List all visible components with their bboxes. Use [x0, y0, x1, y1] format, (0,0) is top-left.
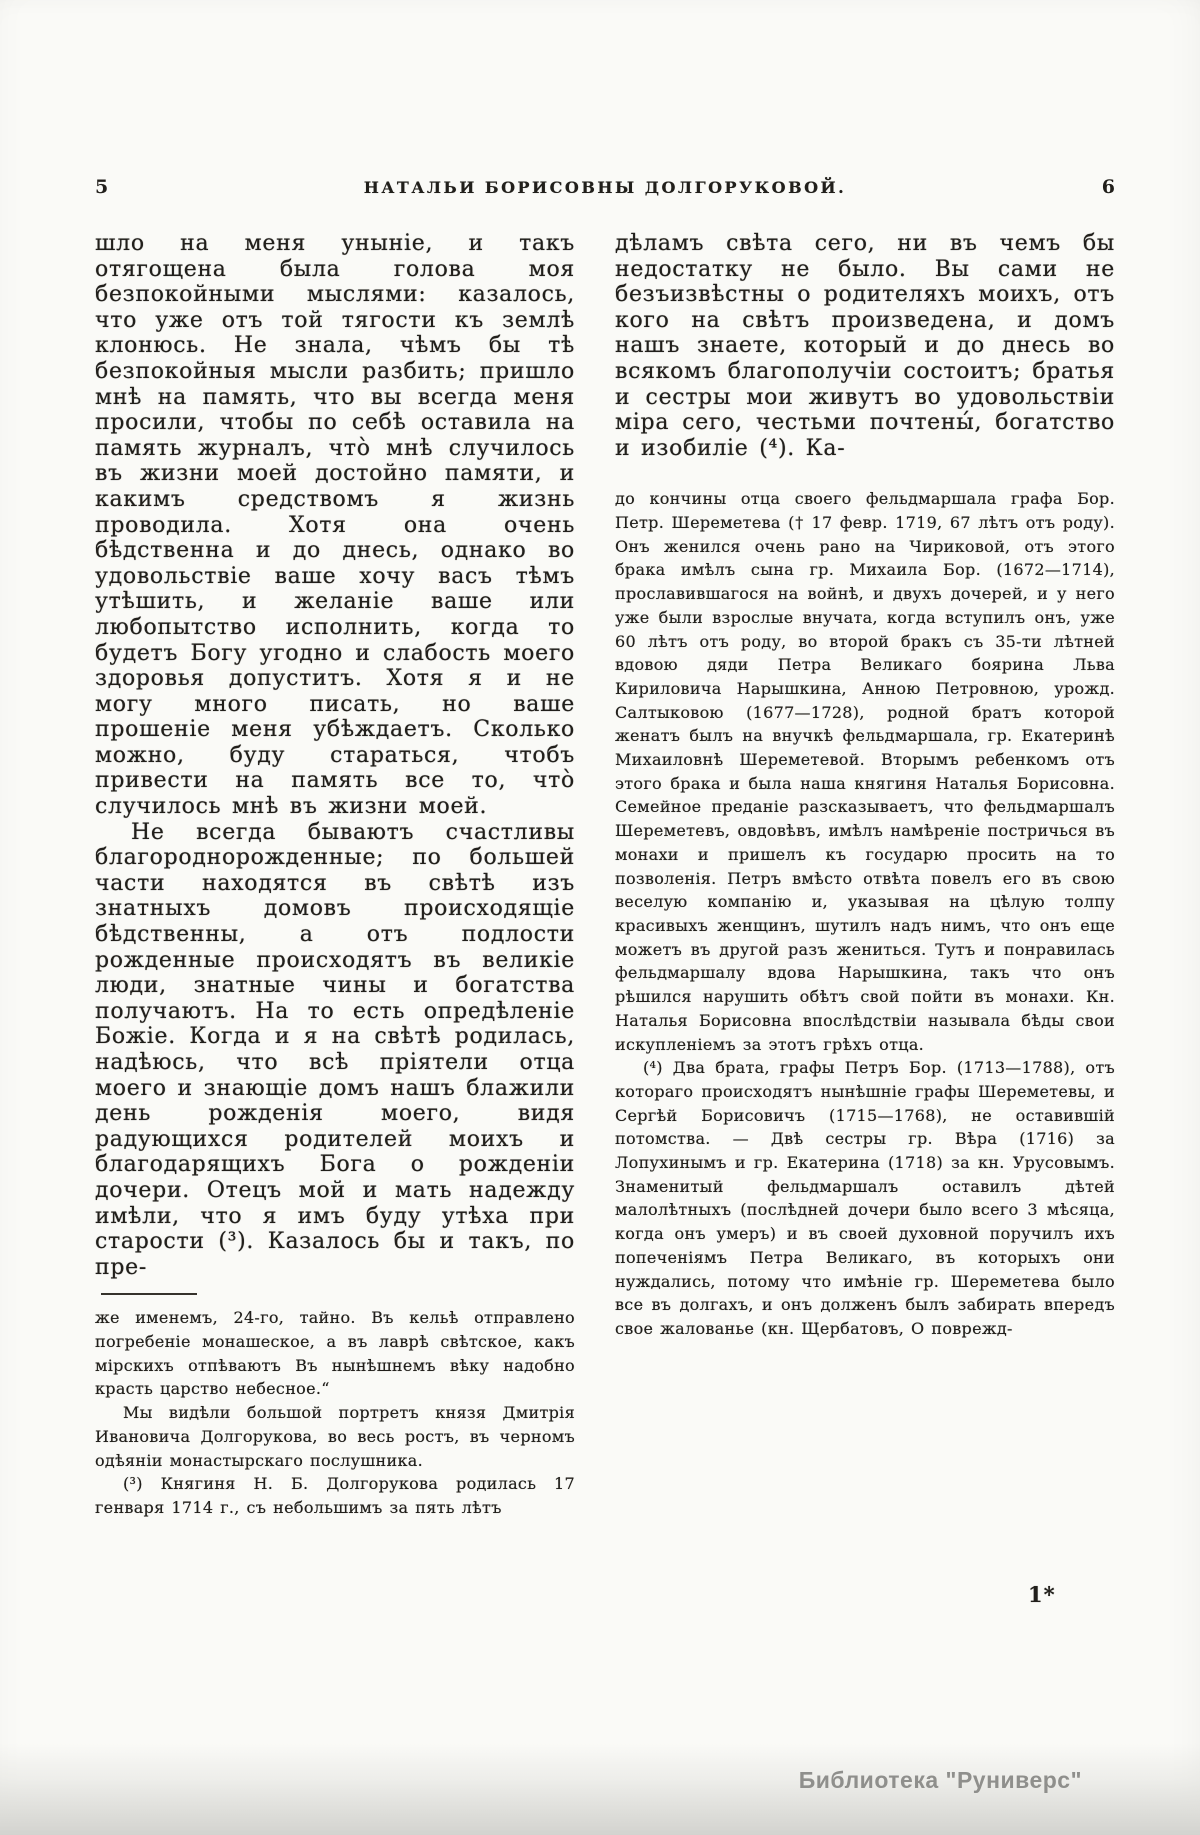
page-header — [95, 176, 1115, 198]
body-paragraph: дѣламъ свѣта сего, ни въ чемъ бы недостатку не было. Вы сами не безъизвѣстны о родителяхъ моихъ, отъ кого на свѣтъ произведена, и домъ нашъ знаете, который и до днесь во всякомъ благополучіи состоитъ; братья и сестры мои живутъ во удовольствіи міра сего, честьми почтены́, богатство и изобиліе (⁴). Ка- — [615, 231, 1115, 461]
body-paragraph: шло на меня уныніе, и такъ отягощена была голова моя безпокойными мыслями: казалось, что уже отъ той тягости къ землѣ клонюсь. Не знала, чѣмъ бы тѣ безпокойныя мысли разбить; пришло мнѣ на память, что вы всегда меня просили, чтобы по себѣ оставила на память журналъ, что̀ мнѣ случилось въ жизни моей достойно памяти, и какимъ средствомъ я жизнь проводила. Хотя она очень бѣдственна и до днесь, однако во удовольствіе ваше хочу васъ тѣмъ утѣшить, и желаніе ваше или любопытство исполнить, когда то будетъ Богу угодно и слабость моего здоровья допуститъ. Хотя я и не могу много писать, но ваше прошеніе меня убѣждаетъ. Сколько можно, буду стараться, чтобъ привести на память все то, что̀ случилось мнѣ въ жизни моей. — [95, 231, 575, 820]
footnote-paragraph: (⁴) Два брата, графы Петръ Бор. (1713—1788), отъ котораго происходятъ нынѣшніе графы Шереметевы, и Сергѣй Борисовичъ (1715—1768), не оставившій потомства. — Двѣ сестры гр. Вѣра (1716) за Лопухинымъ и гр. Екатерина (1718) за кн. Урусовымъ. Знаменитый фельдмаршалъ оставилъ дѣтей малолѣтныхъ (послѣдней дочери было всего 3 мѣсяца, когда онъ умеръ) и въ своей духовной поручилъ ихъ попеченіямъ Петра Великаго, въ которыхъ они нуждались, потому что имѣніе гр. Шереметева было все въ долгахъ, и онъ долженъ былъ забирать впередъ свое жалованье (кн. Щербатовъ, О поврежд- — [615, 1058, 1115, 1338]
text-columns — [95, 231, 1115, 1520]
footnote-paragraph: (³) Княгиня Н. Б. Долгорукова родилась 17 генваря 1714 г., съ небольшимъ за пять лѣтъ — [95, 1474, 575, 1517]
footnote-paragraph: до кончины отца своего фельдмаршала графа Бор. Петр. Шереметева († 17 февр. 1719, 67 лѣтъ отъ роду). Онъ женился очень рано на Чириковой, отъ этого брака имѣлъ сына гр. Михаила Бор. (1672—1714), прославившагося на войнѣ, и двухъ дочерей, и у него уже были взрослые внучата, когда вступилъ онъ, уже 60 лѣтъ отъ роду, во второй бракъ съ 35-ти лѣтней вдовою дяди Петра Великаго боярина Льва Кириловича Нарышкина, Анною Петровною, урожд. Салтыковою (1677—1728), родной братъ которой женатъ былъ на внучкѣ фельдмаршала, гр. Екатеринѣ Михаиловнѣ Шереметевой. Вторымъ ребенкомъ отъ этого брака и была наша княгиня Наталья Борисовна. Семейное преданіе разсказываетъ, что фельдмаршалъ Шереметевъ, овдовѣвъ, имѣлъ намѣреніе постричься въ монахи и пришелъ къ государю просить на то позволенія. Петръ вмѣсто отвѣта повелъ его въ свою веселую компанію и, указывая на цѣлую толпу красивыхъ женщинъ, шутилъ надъ нимъ, что онъ еще можетъ въ другой разъ жениться. Тутъ и понравилась фельдмаршалу вдова Нарышкина, такъ что онъ рѣшился нарушить обѣтъ свой пойти въ монахи. Кн. Наталья Борисовна впослѣдствіи называла бѣды свои искупленіемъ за этотъ грѣхъ отца. — [615, 489, 1115, 1054]
footnote-separator-rule — [101, 1293, 197, 1295]
signature-mark: 1* — [1028, 1582, 1056, 1607]
left-column-footnotes — [95, 1306, 575, 1519]
right-column-footnotes — [615, 487, 1115, 1340]
page-number-right: 6 — [1101, 176, 1115, 198]
scan-bottom-shadow — [0, 1743, 1200, 1835]
running-title: НАТАЛЬИ БОРИСОВНЫ ДОЛГОРУКОВОЙ. — [363, 178, 847, 197]
left-column — [95, 231, 575, 1520]
body-paragraph: Не всегда бываютъ счастливы благороднорожденные; по большей части находятся въ свѣтѣ изъ знатныхъ домовъ происходящіе бѣдственны, а отъ подлости рожденные происходятъ въ великіе люди, знатные чины и богатства получаютъ. На то есть опредѣленіе Божіе. Когда и я на свѣтѣ родилась, надѣюсь, что всѣ пріятели отца моего и знающіе домъ нашъ блажили день рожденія моего, видя радующихся родителей моихъ и благодарящихъ Бога о рожденіи дочери. Отецъ мой и мать надежду имѣли, что я имъ буду утѣха при старости (³). Казалось бы и такъ, по пре- — [95, 819, 575, 1280]
footnote-paragraph: же именемъ, 24-го, тайно. Въ кельѣ отправлено погребеніе монашеское, а въ лаврѣ свѣтское, какъ мірскихъ отпѣваютъ Въ нынѣшнемъ вѣку надобно красть царство небесное.“ — [95, 1308, 575, 1399]
right-column — [615, 231, 1115, 1520]
page-number-left: 5 — [95, 176, 109, 198]
right-column-body — [615, 231, 1115, 461]
footnote-paragraph: Мы видѣли большой портретъ князя Дмитрія Ивановича Долгорукова, во весь ростъ, въ черномъ одѣяніи монастырскаго послушника. — [95, 1403, 575, 1470]
library-watermark: Библиотека "Руниверс" — [798, 1767, 1082, 1793]
left-column-body — [95, 231, 575, 1280]
